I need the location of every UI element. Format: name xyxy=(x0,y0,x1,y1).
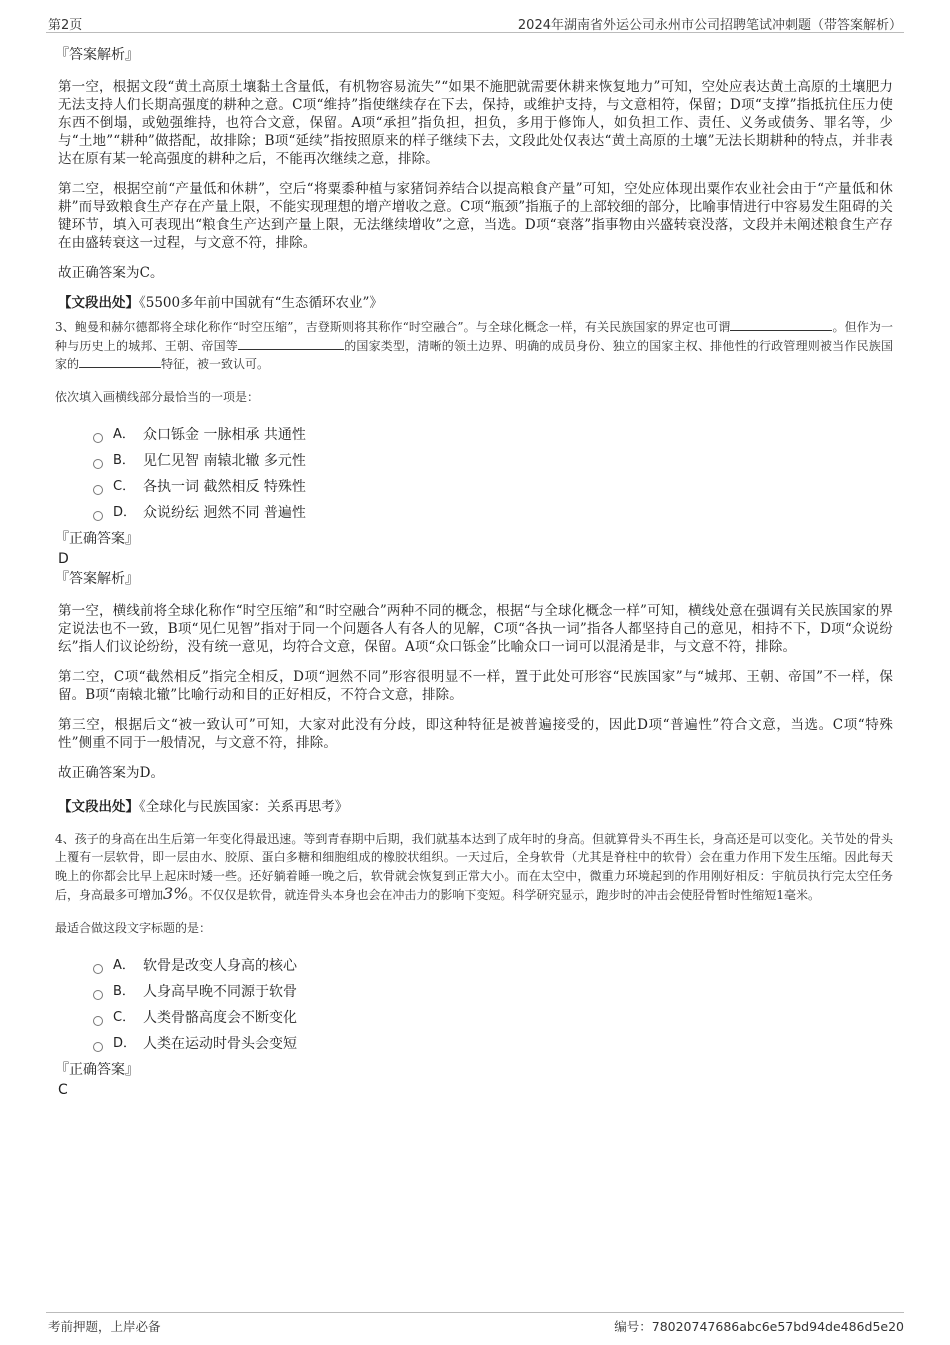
radio-icon[interactable] xyxy=(93,511,103,521)
radio-icon[interactable] xyxy=(93,1016,103,1026)
document-title: 2024年湖南省外运公司永州市公司招聘笔试冲刺题（带答案解析） xyxy=(517,18,902,33)
page-header xyxy=(46,12,904,33)
question-4-prompt: 最适合做这段文字标题的是： xyxy=(55,920,212,935)
analysis-paragraph: 第一空，根据文段“黄土高原土壤黏土含量低，有机物容易流失”“如果不施肥就需要休耕来恢复地力”可知，空处应表达黄土高原的土壤肥力无法支持人们长期高强度的耕种之意。C项“维持”指使继续存在下去，保持，或维护支持，与文意相符，保留；D项“支撑”指抵抗住压力使东西不倒塌，或勉强维持，也符合文意，保留。A项“承担”指负担，担负，多用于修饰人，如负担工作、责任、义务或债务、罪名等，少与“土地”“耕种”做搭配，故排除；B项“延续”指按照原来的样子继续下去，文段此处仅表达“黄土高原的土壤”无法长期耕种的特点，并非表达在原有某一轮高强度的耕种之后，不能再次继续之意，排除。 xyxy=(58,79,893,167)
question-4-options xyxy=(93,953,893,1057)
correct-answer-label: 『正确答案』 xyxy=(55,1061,139,1078)
analysis-conclusion: 故正确答案为C。 xyxy=(58,265,164,281)
question-3-options xyxy=(93,422,893,526)
source-citation: 【文段出处】《5500多年前中国就有“生态循环农业”》 xyxy=(58,295,383,311)
question-4-text: 4、孩子的身高在出生后第一年变化得最迅速。等到青春期中后期，我们就基本达到了成年时的身高。但就算骨头不再生长，身高还是可以变化。关节处的骨头上覆有一层软骨，即一层由水、胶原、蛋白多糖和细胞组成的橡胶状组织。一天过后，全身软骨（尤其是脊柱中的软骨）会在重力作用下发生压缩。因此每天晚上的你都会比早上起床时矮一些。还好躺着睡一晚之后，软骨就会恢复到正常大小。而在太空中，微重力环境起到的作用刚好相反：宇航员执行完太空任务后，身高最多可增加3%。不仅仅是软骨，就连骨头本身也会在冲击力的影响下变短。科学研究显示，跑步时的冲击会使胫骨暂时性缩短1毫米。 xyxy=(55,831,893,903)
analysis-label: 『答案解析』 xyxy=(55,47,139,63)
radio-icon[interactable] xyxy=(93,1042,103,1052)
analysis-paragraph: 第二空，C项“截然相反”指完全相反，D项“迥然不同”形容很明显不一样，置于此处可形容“民族国家”与“城邦、王朝、帝国”不一样，保留。B项“南辕北辙”比喻行动和目的正好相反，不符合文意，排除。 xyxy=(58,668,893,703)
radio-icon[interactable] xyxy=(93,990,103,1000)
option-a[interactable]: A． 众口铄金 一脉相承 共通性 xyxy=(93,422,893,448)
option-c[interactable]: C． 各执一词 截然相反 特殊性 xyxy=(93,474,893,500)
analysis-label: 『答案解析』 xyxy=(55,570,139,587)
option-b[interactable]: B． 见仁见智 南辕北辙 多元性 xyxy=(93,448,893,474)
fill-blank-1 xyxy=(730,318,822,331)
source-citation: 【文段出处】《全球化与民族国家：关系再思考》 xyxy=(58,798,349,815)
question-3-text: 3、鲍曼和赫尔德都将全球化称作“时空压缩”，吉登斯则将其称作“时空融合”。与全球化概念一样，有关民族国家的界定也可谓 。但作为一种与历史上的城邦、王朝、帝国等 的国家类型，清晰的领土边界、明确的成员身份、独立的国家主权、排他性的行政管理则被当作民族国家的 特征，被一致认可。 xyxy=(55,320,893,371)
analysis-paragraph: 第三空，根据后文“被一致认可”可知，大家对此没有分歧，即这种特征是被普遍接受的，因此D项“普遍性”符合文意，当选。C项“特殊性”侧重不同于一般情况，与文意不符，排除。 xyxy=(58,716,893,751)
option-d[interactable]: D． 众说纷纭 迥然不同 普遍性 xyxy=(93,500,893,526)
page-content xyxy=(55,44,893,1099)
option-d[interactable]: D． 人类在运动时骨头会变短 xyxy=(93,1031,893,1057)
analysis-paragraph: 第一空，横线前将全球化称作“时空压缩”和“时空融合”两种不同的概念，根据“与全球化概念一样”可知，横线处意在强调有关民族国家的界定说法也不一致，B项“见仁见智”指对于同一个问题各人有各人的见解，C项“各执一词”指各人都坚持自己的意见，相持不下，D项“众说纷纭”指人们议论纷纷，没有统一意见，均符合文意，保留。A项“众口铄金”比喻众口一词可以混淆是非，与文意不符，排除。 xyxy=(58,602,893,655)
fill-blank-1-cont xyxy=(822,318,832,331)
footer-slogan: 考前押题，上岸必备 xyxy=(48,1319,161,1334)
radio-icon[interactable] xyxy=(93,964,103,974)
radio-icon[interactable] xyxy=(93,459,103,469)
option-a[interactable]: A． 软骨是改变人身高的核心 xyxy=(93,953,893,979)
option-c[interactable]: C． 人类骨骼高度会不断变化 xyxy=(93,1005,893,1031)
percent-value: 3% xyxy=(163,884,189,903)
correct-answer-value: D xyxy=(58,550,69,567)
option-b[interactable]: B． 人身高早晚不同源于软骨 xyxy=(93,979,893,1005)
document-code: 编号：78020747686abc6e57bd94de486d5e20 xyxy=(614,1319,904,1334)
fill-blank-2 xyxy=(238,337,344,350)
radio-icon[interactable] xyxy=(93,485,103,495)
analysis-conclusion: 故正确答案为D。 xyxy=(58,764,165,781)
fill-blank-3 xyxy=(79,355,161,368)
page-footer xyxy=(46,1312,904,1335)
analysis-paragraph: 第二空，根据空前“产量低和休耕”，空后“将粟黍种植与家猪饲养结合以提高粮食产量”可知，空处应体现出粟作农业社会由于“产量低和休耕”而导致粮食生产存在产量上限，不能实现理想的增产增收之意。C项“瓶颈”指瓶子的上部较细的部分，比喻事情进行中容易发生阻碍的关键环节，填入可表现出“粮食生产达到产量上限，无法继续增收”之意，当选。D项“衰落”指事物由兴盛转衰没落，文段并未阐述粮食生产存在由盛转衰这一过程，与文意不符，排除。 xyxy=(58,181,893,251)
question-3-prompt: 依次填入画横线部分最恰当的一项是： xyxy=(55,389,260,404)
radio-icon[interactable] xyxy=(93,433,103,443)
correct-answer-label: 『正确答案』 xyxy=(55,530,139,547)
page-number: 第2页 xyxy=(48,18,83,33)
correct-answer-value: C xyxy=(58,1081,68,1098)
